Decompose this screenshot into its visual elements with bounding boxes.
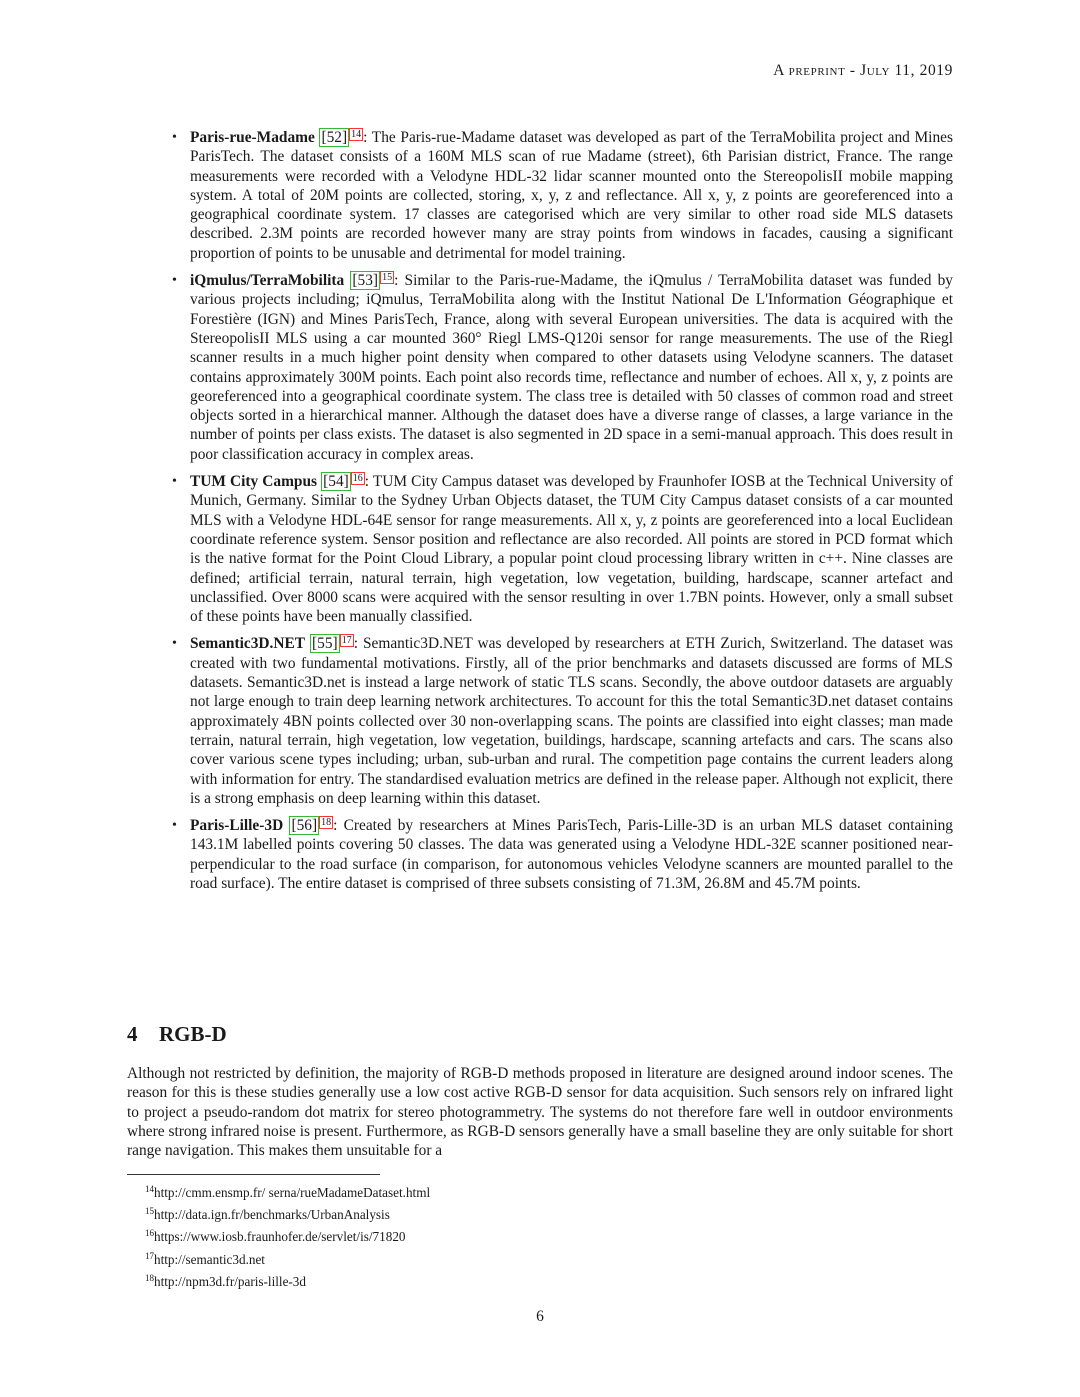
footnote bbox=[145, 1224, 430, 1246]
footnote-link[interactable]: 14 bbox=[351, 129, 362, 140]
item-text: The Paris-rue-Madame dataset was developed as part of the TerraMobilita project and Mines ParisTech. The dataset consists of a 160M MLS scan of rue Madame (street), 6th Parisian district, France. The range measurements were recorded with a Velodyne HDL-32 lidar scanner mounted onto the StereopolisII mobile mapping system. A total of 20M points are collected, storing, x, y, z and reflectance. All x, y, z points are georeferenced into a geographical coordinate system. 17 classes are categorised which are very similar to other road side MLS datasets described. 2.3M points are recorded however many are stray points from windows in facades, causing a significant proportion of points to be unusable and detrimental for model training. bbox=[190, 129, 953, 262]
bullet-icon: • bbox=[172, 636, 177, 652]
footnote-url[interactable]: http://semantic3d.net bbox=[154, 1251, 265, 1267]
footnote-number: 18 bbox=[145, 1272, 154, 1283]
list-item: • Semantic3D.NET [55] $^{17}$ : Semantic3D.NET was developed by researchers at ETH Zurich, Switzerland. The dataset was created with two fundamental motivations. Firstly, all of the prior benchmarks and datasets discussed are forms of MLS datasets. Semantic3D.net is instead a large network of static TLS scans. Secondly, the above outdoor datasets are arguably not large enough to train deep learning network architectures. To account for this the total Semantic3D.net dataset contains approximately 4BN points collected over 30 non-overlapping scans. The points are classified into eight classes; man made terrain, natural terrain, high vegetation, low vegetation, buildings, hardscape, scanning artefacts and cars. The scans also cover various scene types including; urban, sub-urban and rural. The competition page contains the current leaders along with information for entry. The standardised evaluation metrics are defined in the release paper. Although not explicit, there is a strong emphasis on deep learning within this dataset. bbox=[172, 635, 953, 807]
running-header bbox=[773, 62, 953, 80]
item-title: TUM City Campus bbox=[190, 473, 318, 491]
footnote-number: 16 bbox=[145, 1228, 154, 1239]
footnote-link[interactable]: 18 bbox=[321, 817, 332, 829]
dataset-list bbox=[127, 128, 953, 901]
header-date: - July 11, 2019 bbox=[849, 62, 953, 79]
footnote bbox=[145, 1269, 430, 1291]
footnote-divider bbox=[127, 1174, 380, 1175]
citation-link[interactable]: [56] bbox=[291, 817, 318, 835]
footnote-link[interactable]: 16 bbox=[352, 473, 363, 485]
footnotes bbox=[145, 1180, 430, 1291]
list-item: • Paris-rue-Madame [52] $^{14}$ : The Paris-rue-Madame dataset was developed as part of the TerraMobilita project and Mines ParisTech. The dataset consists of a 160M MLS scan of rue Madame (street), 6th Parisian district, France. The range measurements were recorded with a Velodyne HDL-32 lidar scanner mounted onto the StereopolisII mobile mapping system. A total of 20M points are collected, storing, x, y, z and reflectance. All x, y, z points are georeferenced into a geographical coordinate system. 17 classes are categorised which are very similar to other road side MLS datasets described. 2.3M points are recorded however many are stray points from windows in facades, causing a significant proportion of points to be unusable and detrimental for model training. bbox=[172, 129, 953, 262]
header-preprint: A preprint bbox=[773, 62, 846, 79]
item-text: TUM City Campus dataset was developed by Fraunhofer IOSB at the Technical University of Munich, Germany. Similar to the Sydney Urban Objects dataset, the TUM City Campus dataset consists of a car mounted MLS with a Velodyne HDL-64E sensor for range measurements. All x, y, z points are georeferenced into a local Euclidean coordinate reference system. Sensor position and reflectance are also recorded. All points are stored in PCD format which is the native format for the Point Cloud Library, a popular point cloud processing library written in c++. Nine classes are defined; artificial terrain, natural terrain, high vegetation, low vegetation, building, hardscape, scanner artefact and unclassified. Over 8000 scans were acquired with the sensor resulting in over 1.7BN points. However, only a small subset of these points have been manually classified. bbox=[190, 473, 953, 626]
citation-link[interactable]: [54] bbox=[323, 473, 349, 491]
section-heading bbox=[127, 1022, 227, 1047]
item-title: Semantic3D.NET bbox=[190, 635, 306, 653]
footnote-number: 17 bbox=[145, 1250, 154, 1261]
footnote bbox=[145, 1202, 430, 1224]
footnote-number: 15 bbox=[145, 1206, 154, 1217]
bullet-icon: • bbox=[172, 273, 177, 289]
footnote-link[interactable]: 15 bbox=[382, 272, 393, 284]
footnote-number: 14 bbox=[145, 1184, 154, 1194]
item-text: Created by researchers at Mines ParisTech, Paris-Lille-3D is an urban MLS dataset containing 143.1M labelled points covering 50 classes. The data was generated using a Velodyne HDL-32E scanner positioned near-perpendicular to the road surface (in comparison, for autonomous vehicles Velodyne scanners are mounted parallel to the road surface). The entire dataset is comprised of three subsets consisting of 71.3M, 26.8M and 45.7M points. bbox=[190, 817, 953, 892]
item-text: Semantic3D.NET was developed by researchers at ETH Zurich, Switzerland. The dataset was created with two fundamental motivations. Firstly, all of the prior benchmarks and datasets discussed are forms of MLS datasets. Semantic3D.net is instead a large network of static TLS scans. Secondly, the above outdoor datasets are arguably not large enough to train deep learning network architectures. To account for this the total Semantic3D.net dataset contains approximately 4BN points collected over 30 non-overlapping scans. The points are classified into eight classes; man made terrain, natural terrain, high vegetation, low vegetation, buildings, hardscape, scanning artefacts and cars. The scans also cover various scene types including; urban, sub-urban and rural. The competition page contains the current leaders along with information for entry. The standardised evaluation metrics are defined in the release paper. Although not explicit, there is a strong emphasis on deep learning within this dataset. bbox=[190, 635, 953, 807]
footnote bbox=[145, 1180, 430, 1202]
footnote-url[interactable]: http://cmm.ensmp.fr/ serna/rueMadameDataset.html bbox=[154, 1185, 431, 1200]
footnote bbox=[145, 1247, 430, 1269]
footnote-link[interactable]: 17 bbox=[341, 635, 352, 647]
bullet-icon: • bbox=[172, 818, 177, 834]
item-title: Paris-Lille-3D bbox=[190, 817, 284, 835]
list-item: • TUM City Campus [54] $^{16}$ : TUM City Campus dataset was developed by Fraunhofer IOSB at the Technical University of Munich, Germany. Similar to the Sydney Urban Objects dataset, the TUM City Campus dataset consists of a car mounted MLS with a Velodyne HDL-64E sensor for range measurements. All x, y, z points are georeferenced into a local Euclidean coordinate reference system. Sensor position and reflectance are also recorded. All points are stored in PCD format which is the native format for the Point Cloud Library, a popular point cloud processing library written in c++. Nine classes are defined; artificial terrain, natural terrain, high vegetation, low vegetation, building, hardscape, scanner artefact and unclassified. Over 8000 scans were acquired with the sensor resulting in over 1.7BN points. However, only a small subset of these points have been manually classified. bbox=[172, 473, 953, 626]
footnote-url[interactable]: http://data.ign.fr/benchmarks/UrbanAnalysis bbox=[154, 1207, 390, 1223]
citation-link[interactable]: [52] bbox=[321, 129, 348, 146]
item-text: Similar to the Paris-rue-Madame, the iQmulus / TerraMobilita dataset was funded by various projects including; iQmulus, TerraMobilita along with the Institut National De L'Information Géographique et Forestière (IGN) and Mines ParisTech, France, along with several European universities. The data is acquired with the StereopolisII MLS using a car mounted 360° Riegl LMS-Q120i sensor for range measurements. The use of the Riegl scanner results in a much higher point density when compared to other datasets using Velodyne scanners. The dataset contains approximately 300M points. Each point also records time, reflectance and number of echoes. All x, y, z points are georeferenced into a geographical coordinate system. The class tree is detailed with 50 classes of common road and street objects sorted in a hierarchical manner. Although the dataset does have a diverse range of classes, a large variance in the number of points per class exists. The dataset is also segmented in 2D space in a semi-manual approach. This does result in poor classification accuracy in complex areas. bbox=[190, 272, 954, 463]
page-number: 6 bbox=[536, 1308, 544, 1325]
section-number: 4 bbox=[127, 1022, 138, 1046]
footnote-url[interactable]: http://npm3d.fr/paris-lille-3d bbox=[154, 1273, 306, 1289]
bullet-icon: • bbox=[172, 474, 177, 490]
bullet-icon: • bbox=[172, 130, 177, 145]
citation-link[interactable]: [53] bbox=[352, 272, 379, 290]
list-item: • iQmulus/TerraMobilita [53] $^{15}$ : Similar to the Paris-rue-Madame, the iQmulus / TerraMobilita dataset was funded by various projects including; iQmulus, TerraMobilita along with the Institut National De L'Information Géographique et Forestière (IGN) and Mines ParisTech, France, along with several European universities. The data is acquired with the StereopolisII MLS using a car mounted 360° Riegl LMS-Q120i sensor for range measurements. The use of the Riegl scanner results in a much higher point density when compared to other datasets using Velodyne scanners. The dataset contains approximately 300M points. Each point also records time, reflectance and number of echoes. All x, y, z points are georeferenced into a geographical coordinate system. The class tree is detailed with 50 classes of common road and street objects sorted in a hierarchical manner. Although the dataset does have a diverse range of classes, a large variance in the number of points per class exists. The dataset is also segmented in 2D space in a semi-manual approach. This does result in poor classification accuracy in complex areas. bbox=[172, 272, 954, 463]
body-paragraph: Although not restricted by definition, the majority of RGB-D methods proposed in literature are designed around indoor scenes. The reason for this is these studies generally use a low cost active RGB-D sensor for data acquisition. Such sensors rely on infrared light to project a pseudo-random dot matrix for stereo photogrammetry. The systems do not therefore fare well in outdoor environments where strong infrared noise is present. Furthermore, as RGB-D sensors generally have a small baseline they are only suitable for short range navigation. This makes them unsuitable for a bbox=[127, 1065, 953, 1160]
section-title: RGB-D bbox=[159, 1022, 227, 1046]
list-item: • Paris-Lille-3D [56] $^{18}$ : Created by researchers at Mines ParisTech, Paris-Lille-3D is an urban MLS dataset containing 143.1M labelled points covering 50 classes. The data was generated using a Velodyne HDL-32E scanner positioned near-perpendicular to the road surface (in comparison, for autonomous vehicles Velodyne scanners are mounted parallel to the road surface). The entire dataset is comprised of three subsets consisting of 71.3M, 26.8M and 45.7M points. bbox=[172, 817, 953, 892]
footnote-url[interactable]: https://www.iosb.fraunhofer.de/servlet/is/71820 bbox=[154, 1229, 406, 1245]
citation-link[interactable]: [55] bbox=[312, 635, 338, 653]
item-title: iQmulus/TerraMobilita bbox=[190, 272, 345, 290]
item-title: Paris-rue-Madame bbox=[190, 129, 315, 146]
